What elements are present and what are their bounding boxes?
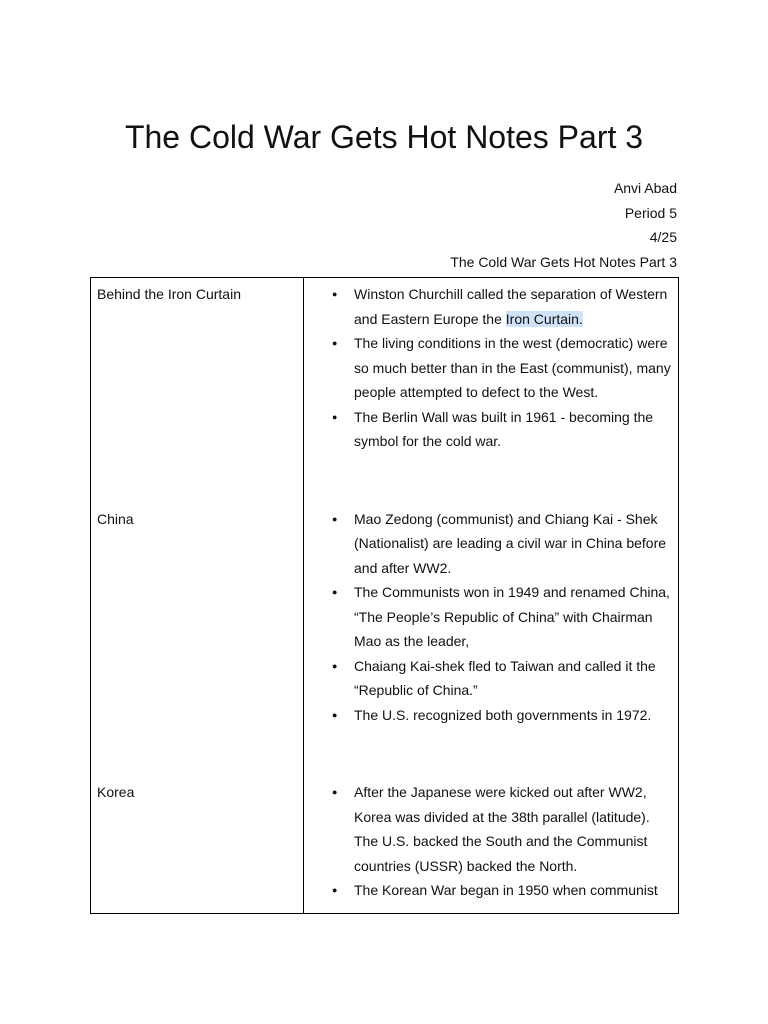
highlighted-text: Iron Curtain.: [505, 310, 583, 327]
topic-cell: [91, 503, 304, 777]
header-info: [450, 176, 677, 274]
list-item: [354, 580, 672, 654]
note-text: Mao Zedong (communist) and Chiang Kai - Shek (Nationalist) are leading a civil war in China before and after WW2.: [354, 510, 667, 576]
document-title: The Cold War Gets Hot Notes Part 3: [124, 119, 644, 155]
notes-cell: [304, 776, 679, 913]
class-period: Period 5: [624, 204, 677, 221]
note-text: Chaiang Kai-shek fled to Taiwan and called it the “Republic of China.”: [354, 657, 656, 698]
table-row: [91, 503, 679, 777]
bullet-list: [310, 507, 672, 728]
list-item: [354, 331, 672, 405]
note-text: The Korean War began in 1950 when communist: [354, 882, 658, 898]
list-item: [354, 703, 672, 728]
notes-table-continued: [90, 503, 679, 914]
list-item: [354, 405, 672, 454]
note-text: The living conditions in the west (democratic) were so much better than in the East (communist), many people attempted to defect to the West.: [354, 335, 671, 400]
topic-label: Behind the Iron Curtain: [97, 286, 241, 302]
list-item: [354, 878, 672, 903]
notes-cell: [304, 278, 679, 503]
note-text: The Communists won in 1949 and renamed China, “The People’s Republic of China” with Chairman Mao as the leader,: [354, 584, 670, 649]
notes-cell: [304, 503, 679, 777]
list-item: [354, 282, 672, 331]
note-text: Winston Churchill called the separation of Western and Eastern Europe the: [354, 286, 668, 327]
spacer: [310, 454, 672, 503]
topic-cell: [91, 278, 304, 503]
note-text: The U.S. recognized both governments in 1972.: [354, 706, 652, 723]
table-row: [91, 278, 679, 503]
bullet-list: [310, 780, 672, 903]
topic-cell: [91, 776, 304, 913]
list-item: [354, 507, 672, 581]
table-row: [91, 776, 679, 913]
spacer: [310, 727, 672, 776]
list-item: [354, 780, 672, 878]
notes-table: [90, 277, 679, 503]
notes-subject: The Cold War Gets Hot Notes Part 3: [450, 253, 677, 270]
topic-label: Korea: [97, 784, 135, 800]
topic-label: China: [97, 510, 134, 527]
date: 4/25: [649, 229, 677, 245]
note-text: The Berlin Wall was built in 1961 - becoming the symbol for the cold war.: [354, 408, 654, 449]
note-text: After the Japanese were kicked out after WW2, Korea was divided at the 38th parallel (latitude). The U.S. backed the South and the Communist countries (USSR) backed the North.: [354, 784, 650, 874]
list-item: [354, 654, 672, 703]
spacer: [310, 903, 672, 913]
bullet-list: [310, 282, 672, 454]
student-name: Anvi Abad: [613, 180, 677, 196]
